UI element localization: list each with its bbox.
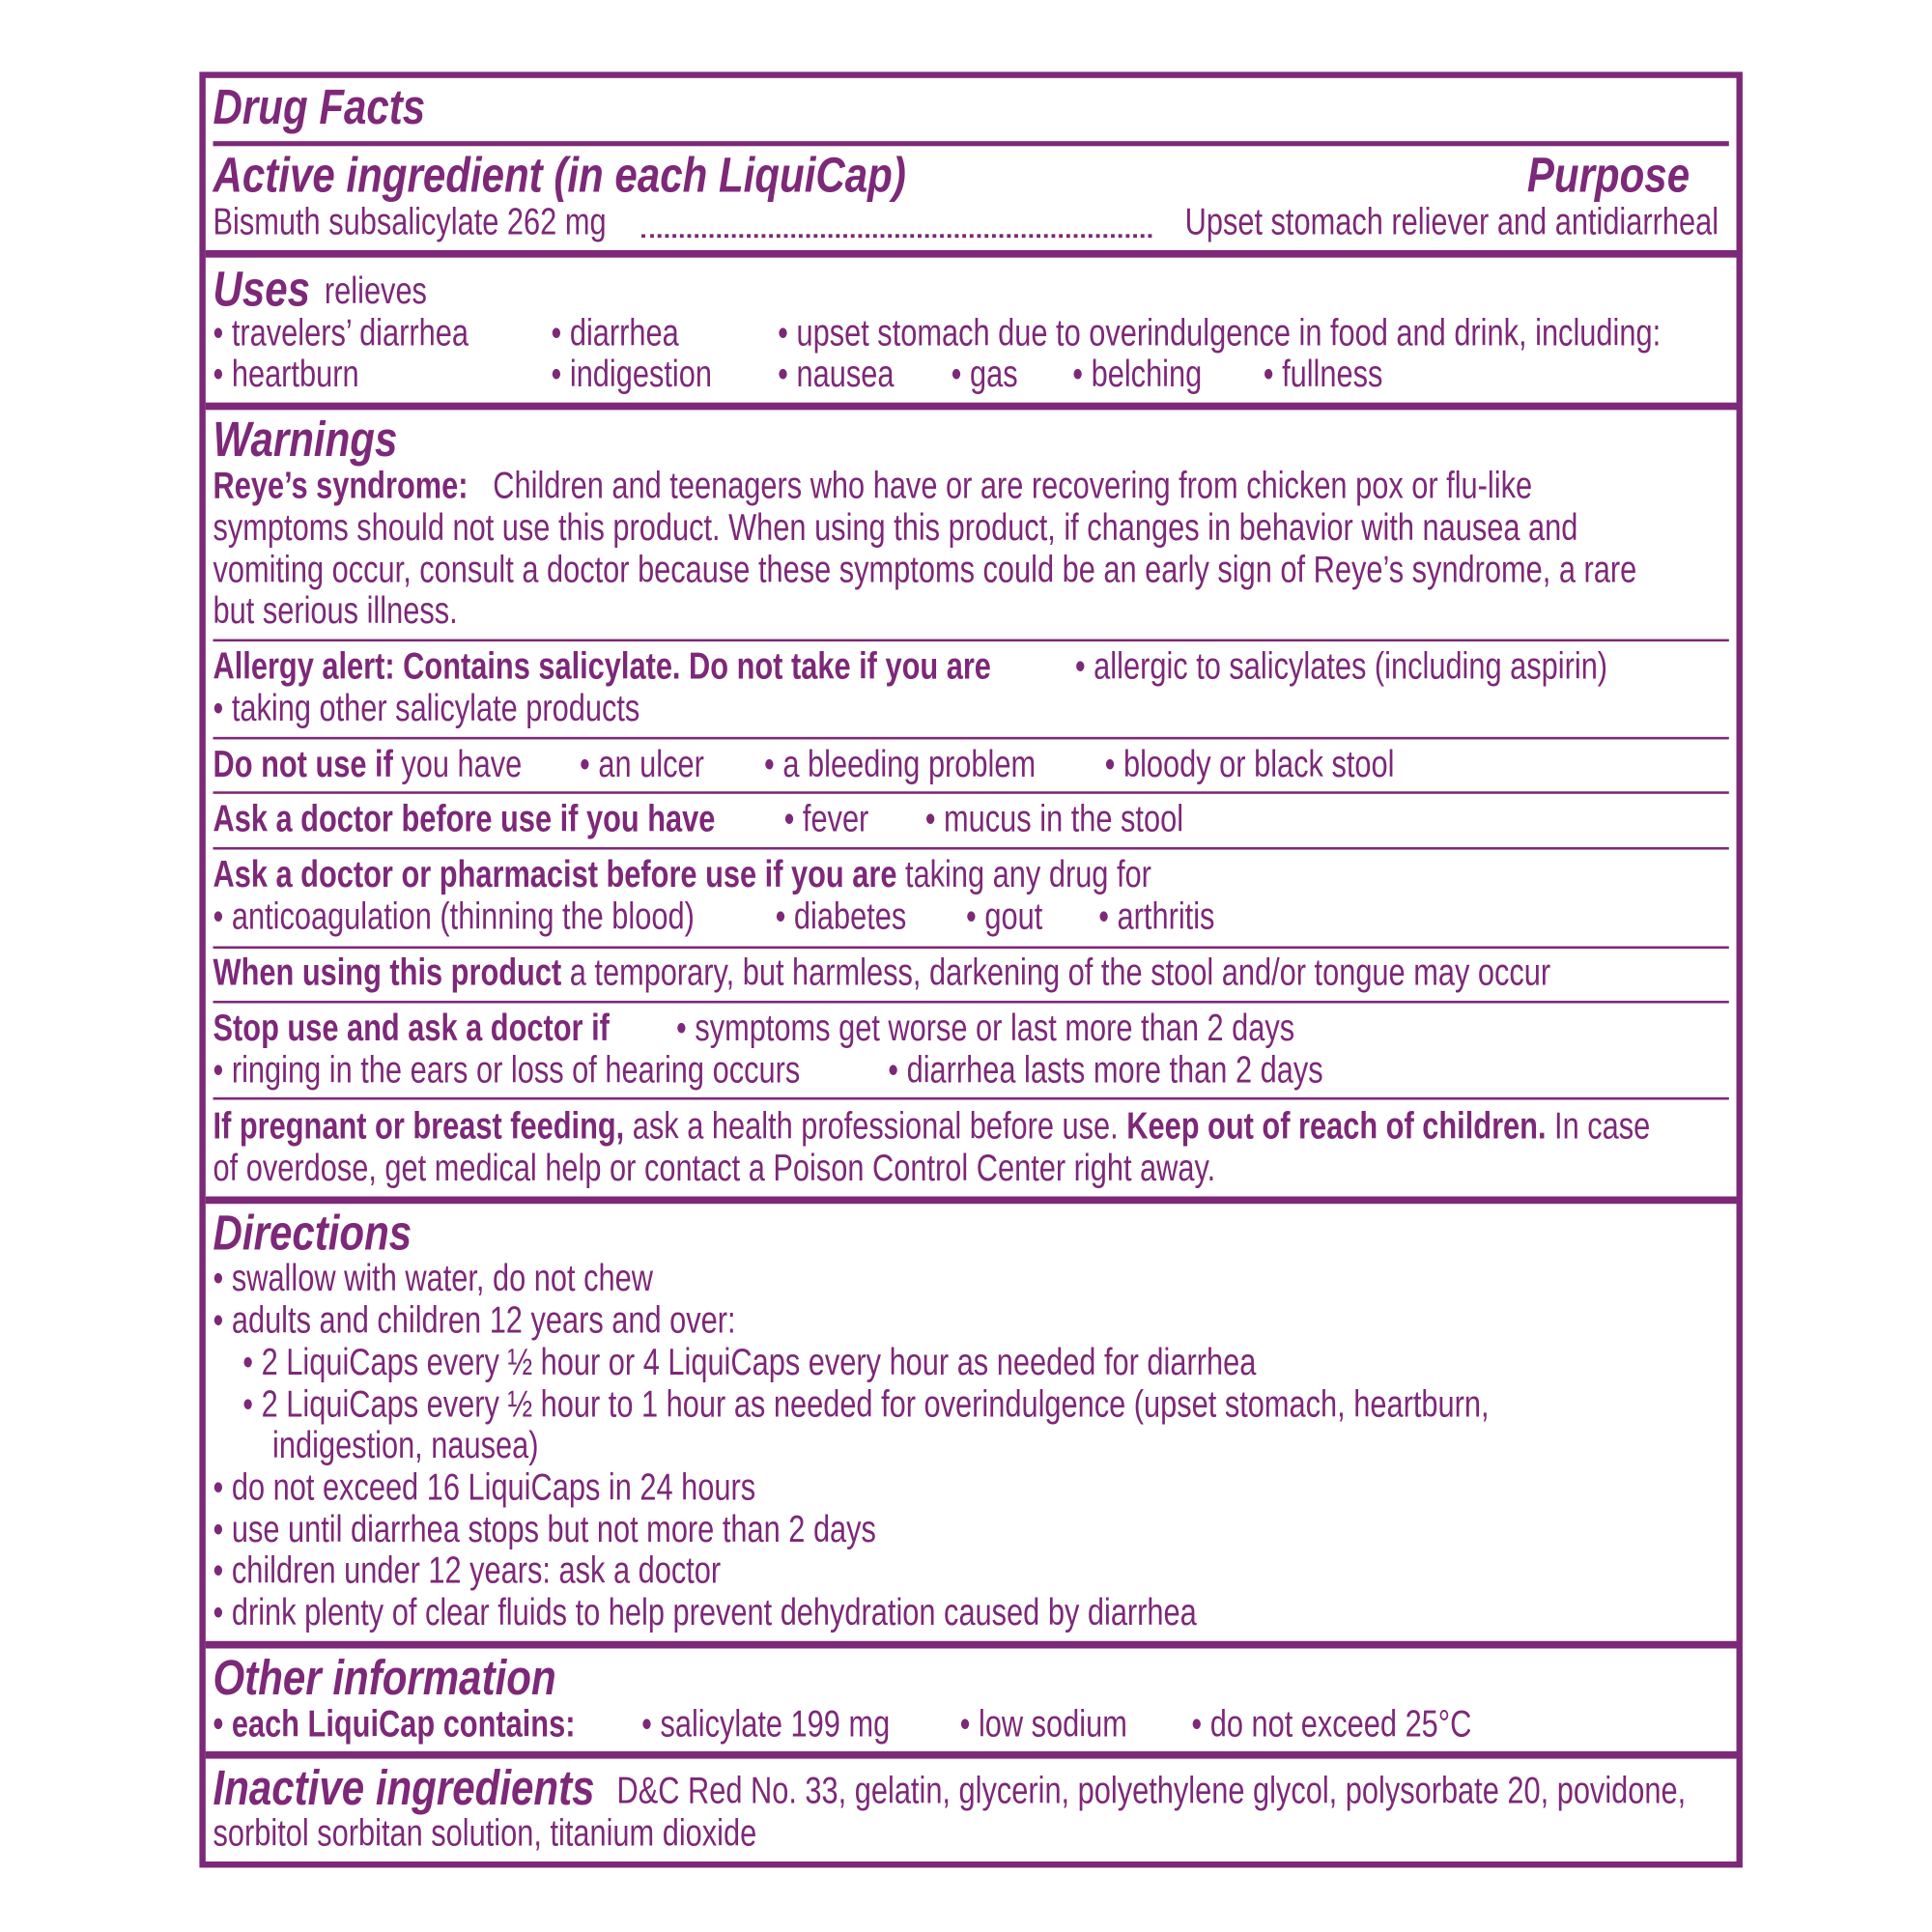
use-item: • nausea (778, 354, 895, 395)
other-info-item: • do not exceed 25°C (1191, 1704, 1472, 1746)
use-item: • gas (951, 354, 1018, 395)
divider (213, 847, 1729, 850)
do-not-use: Do not use if you have (213, 744, 523, 785)
do-not-use-item: • a bleeding problem (764, 744, 1037, 785)
reye-text: but serious illness. (213, 590, 458, 632)
section-divider (206, 1641, 1737, 1649)
other-info-heading: Other information (213, 1651, 556, 1706)
use-item: • travelers’ diarrhea (213, 313, 469, 355)
ask-doctor-label: Ask a doctor before use if you have (213, 798, 716, 840)
ask-pharmacist-item: • arthritis (1098, 896, 1215, 938)
uses-heading: Uses (213, 262, 311, 318)
use-item: • diarrhea (551, 313, 679, 355)
overdose-warning: of overdose, get medical help or contact a Poison Control Center right away. (213, 1148, 1216, 1189)
allergy-label: Allergy alert: Contains salicylate. Do not take if you are (213, 646, 991, 688)
warnings-heading: Warnings (213, 412, 398, 468)
other-info-item: • salicylate 199 mg (641, 1704, 891, 1746)
direction-line: • 2 LiquiCaps every ½ hour to 1 hour as needed for overindulgence (upset stomach, heartburn, (242, 1384, 1490, 1426)
panel-title: Drug Facts (213, 80, 426, 135)
stop-use-item: • diarrhea lasts more than 2 days (888, 1050, 1323, 1092)
divider (213, 791, 1729, 794)
use-item: • belching (1072, 354, 1203, 395)
direction-line: indigestion, nausea) (272, 1425, 539, 1467)
purpose-text: Upset stomach reliever and antidiarrheal (1185, 201, 1719, 243)
ask-pharmacist-item: • gout (966, 896, 1043, 938)
divider (213, 1001, 1729, 1004)
other-info-item: • low sodium (959, 1704, 1127, 1746)
use-item: • fullness (1263, 354, 1383, 395)
uses-intro: relieves (324, 270, 427, 313)
allergy-item: • taking other salicylate products (213, 688, 640, 730)
inactive-text: sorbitol sorbitan solution, titanium dioxide (213, 1812, 757, 1855)
use-item: • upset stomach due to overindulgence in food and drink, including: (778, 313, 1662, 355)
reye-text: vomiting occur, consult a doctor because these symptoms could be an early sign of Reye’s syndrome, a rare (213, 550, 1637, 591)
direction-line: • do not exceed 16 LiquiCaps in 24 hours (213, 1467, 756, 1509)
section-divider (206, 1751, 1737, 1759)
direction-line: • children under 12 years: ask a doctor (213, 1550, 722, 1592)
directions-heading: Directions (213, 1206, 412, 1262)
stop-use-label: Stop use and ask a doctor if (213, 1008, 610, 1049)
divider (213, 1097, 1729, 1100)
direction-line: • 2 LiquiCaps every ½ hour or 4 LiquiCaps every hour as needed for diarrhea (242, 1342, 1257, 1384)
section-divider (206, 403, 1737, 411)
inactive-heading: Inactive ingredients (213, 1761, 595, 1816)
direction-line: • use until diarrhea stops but not more than 2 days (213, 1509, 876, 1551)
ask-pharmacist: Ask a doctor or pharmacist before use if you are taking any drug for (213, 854, 1151, 895)
stop-use-item: • symptoms get worse or last more than 2 days (676, 1008, 1295, 1049)
other-info-label: • each LiquiCap contains: (213, 1704, 576, 1746)
direction-line: • swallow with water, do not chew (213, 1258, 653, 1299)
active-heading: Active ingredient (in each LiquiCap) (213, 148, 906, 204)
allergy-item: • allergic to salicylates (including aspirin) (1074, 646, 1608, 688)
divider (213, 141, 1729, 146)
divider (213, 737, 1729, 740)
pregnancy-warning: If pregnant or breast feeding, ask a health professional before use. Keep out of reach of children. In case (213, 1105, 1651, 1148)
purpose-heading: Purpose (1526, 148, 1690, 204)
ask-pharmacist-item: • anticoagulation (thinning the blood) (213, 896, 695, 938)
active-ingredient: Bismuth subsalicylate 262 mg (213, 201, 607, 243)
divider (213, 947, 1729, 950)
reye-text: symptoms should not use this product. When using this product, if changes in behavior with nausea and (213, 507, 1578, 549)
section-divider (206, 1197, 1737, 1205)
use-item: • heartburn (213, 354, 359, 395)
do-not-use-item: • bloody or black stool (1104, 744, 1395, 785)
when-using: When using this product a temporary, but harmless, darkening of the stool and/or tongue may occur (213, 952, 1551, 994)
direction-line: • adults and children 12 years and over: (213, 1300, 736, 1342)
direction-line: • drink plenty of clear fluids to help prevent dehydration caused by diarrhea (213, 1592, 1197, 1634)
section-divider (206, 250, 1737, 258)
leader-dots (641, 234, 1151, 238)
stop-use-item: • ringing in the ears or loss of hearing occurs (213, 1050, 801, 1092)
ask-pharmacist-item: • diabetes (775, 896, 907, 938)
do-not-use-item: • an ulcer (580, 744, 704, 785)
ask-doctor-item: • fever (783, 798, 869, 840)
ask-doctor-item: • mucus in the stool (924, 798, 1184, 840)
inactive-text: D&C Red No. 33, gelatin, glycerin, polyethylene glycol, polysorbate 20, povidone, (616, 1771, 1687, 1812)
divider (213, 639, 1729, 642)
reye-label: Reye’s syndrome: (213, 466, 469, 507)
reye-text: Children and teenagers who have or are recovering from chicken pox or flu-like (493, 466, 1533, 507)
use-item: • indigestion (551, 354, 712, 395)
